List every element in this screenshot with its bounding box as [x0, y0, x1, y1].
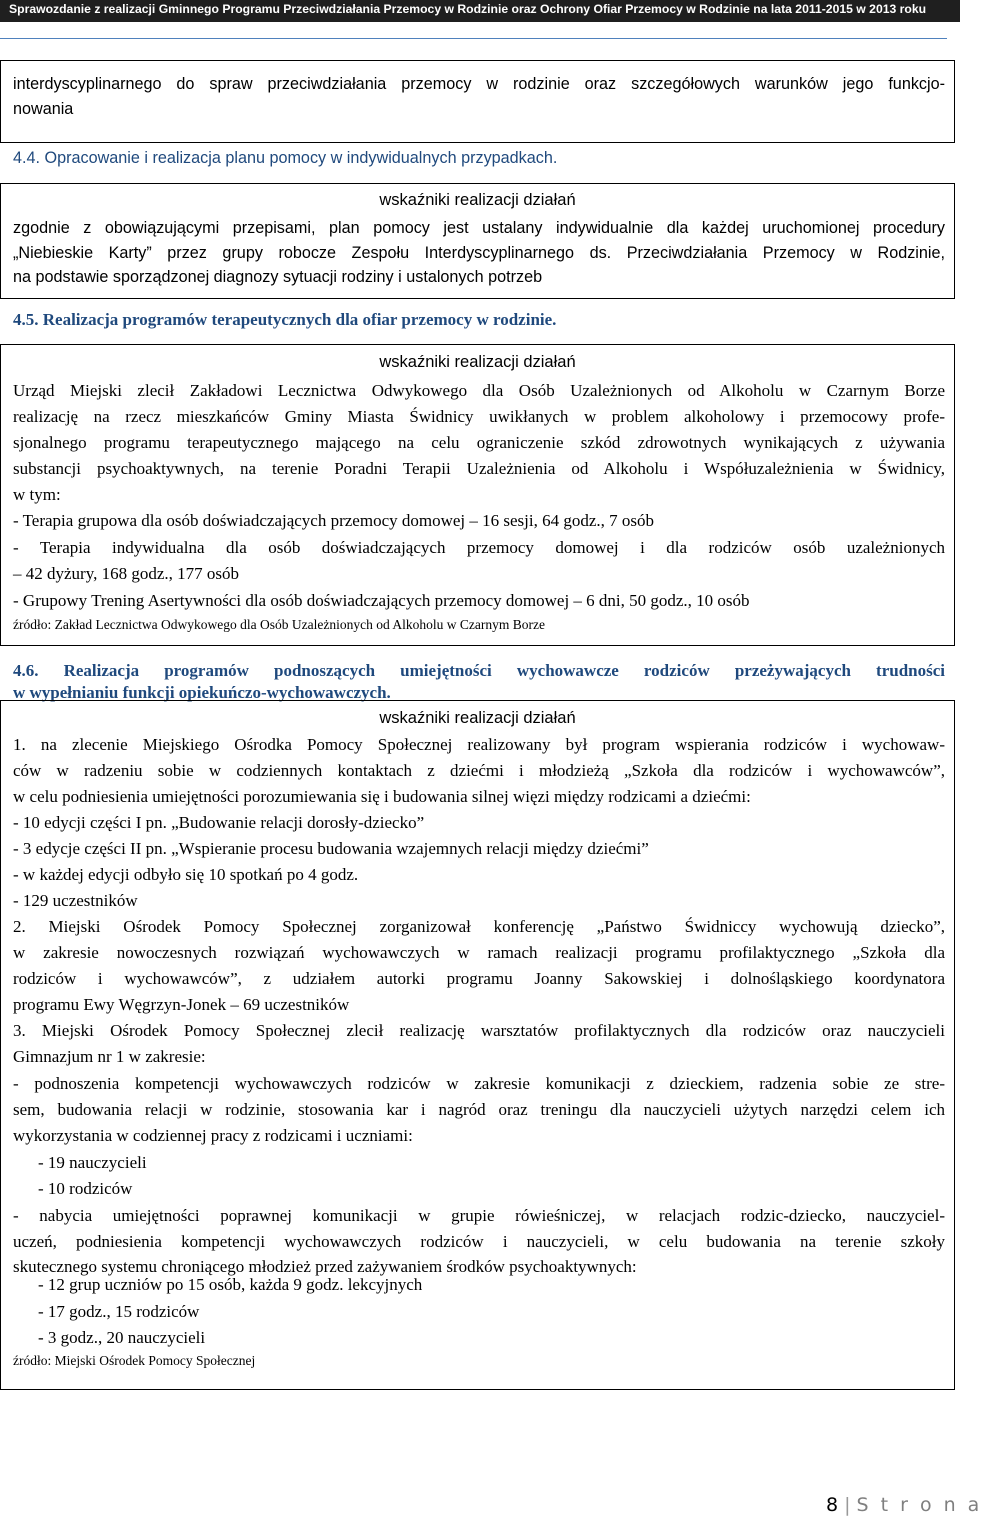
section-4-6-line-7: - 129 uczestników	[13, 891, 138, 910]
page-footer	[826, 1494, 982, 1516]
box1-line-1: interdyscyplinarnego do spraw przeciwdziałania przemocy w rodzinie oraz szczegółowych warunków jego funkcjo-	[13, 75, 945, 93]
section-4-6-heading-2: w wypełnianiu funkcji opiekuńczo-wychowawczych.	[13, 683, 391, 702]
section-4-6-line-17: - 19 nauczycieli	[38, 1153, 147, 1172]
page-label: S t r o n a	[856, 1494, 982, 1516]
section-4-6-line-4: - 10 edycji części I pn. „Budowanie relacji dorosły-dziecko”	[13, 813, 425, 832]
section-4-5-line-5: w tym:	[13, 485, 61, 504]
section-4-6-line-13: Gimnazjum nr 1 w zakresie:	[13, 1047, 206, 1066]
section-4-6-line-11: programu Ewy Węgrzyn-Jonek – 69 uczestników	[13, 995, 350, 1014]
box1-line-2: nowania	[13, 100, 74, 118]
section-4-4-heading: 4.4. Opracowanie i realizacja planu pomocy w indywidualnych przypadkach.	[13, 149, 558, 167]
section-4-6-line-1: 1. na zlecenie Miejskiego Ośrodka Pomocy Społecznej realizowany był program wspierania rodziców i wychowaw-	[13, 735, 945, 754]
section-4-6-line-14: - podnoszenia kompetencji wychowawczych rodziców w zakresie komunikacji z dzieckiem, radzenia sobie ze stre-	[13, 1074, 945, 1093]
section-4-5-line-3: sjonalnego programu terapeutycznego mającego na celu ograniczenie szkód zdrowotnych wynikających z używania	[13, 433, 945, 452]
section-4-5-line-1: Urząd Miejski zlecił Zakładowi Lecznictwa Odwykowego dla Osób Uzależnionych od Alkoholu w Czarnym Borze	[13, 381, 945, 400]
section-4-6-line-10: rodziców i wychowawców”, z udziałem autorki programu Joanny Sakowskiej i dolnośląskiego koordynatora	[13, 969, 945, 988]
section-4-5-line-4: substancji psychoaktywnych, na terenie Poradni Terapii Uzależnienia od Alkoholu i Współuzależnienia w Świdnicy,	[13, 459, 945, 478]
section-4-6-line-23: - 17 godz., 15 rodziców	[38, 1302, 200, 1321]
section-4-6-line-19: - nabycia umiejętności poprawnej komunikacji w grupie rówieśniczej, w relacjach rodzic-dziecko, nauczyciel-	[13, 1206, 945, 1225]
section-4-5-indicator: wskaźniki realizacji działań	[379, 353, 576, 371]
section-4-6-line-8: 2. Miejski Ośrodek Pomocy Społecznej zorganizował konferencję „Państwo Świdniccy wychowują dziecko”,	[13, 917, 945, 936]
section-4-6-line-2: ców w radzeniu sobie w codziennych kontaktach z dziećmi i młodzieżą „Szkoła dla rodziców i wychowawców”,	[13, 761, 945, 780]
section-4-6-heading-1: 4.6. Realizacja programów podnoszących umiejętności wychowawcze rodziców przeżywających trudności	[13, 661, 945, 680]
page-number: 8	[826, 1494, 839, 1516]
page-header-title: Sprawozdanie z realizacji Gminnego Programu Przeciwdziałania Przemocy w Rodzinie oraz Ochrony Ofiar Przemocy w Rodzinie na lata 2011-2015 w 2013 roku	[9, 2, 927, 16]
section-4-5-source: źródło: Zakład Lecznictwa Odwykowego dla Osób Uzależnionych od Alkoholu w Czarnym Borze	[13, 617, 545, 632]
section-4-6-line-24: - 3 godz., 20 nauczycieli	[38, 1328, 206, 1347]
section-4-6-line-20: uczeń, podniesienia kompetencji wychowawczych rodziców i nauczycieli, w celu budowania na terenie szkoły	[13, 1232, 945, 1251]
section-4-5-line-9: - Grupowy Trening Asertywności dla osób doświadczających przemocy domowej – 6 dni, 50 godz., 10 osób	[13, 591, 750, 610]
section-4-5-line-8: – 42 dyżury, 168 godz., 177 osób	[13, 564, 240, 583]
page-header	[0, 0, 960, 22]
section-4-6-line-18: - 10 rodziców	[38, 1179, 133, 1198]
section-4-4-line-1: zgodnie z obowiązującymi przepisami, plan pomocy jest ustalany indywidualnie dla każdej uruchomionej procedury	[13, 219, 945, 237]
section-4-4-indicator: wskaźniki realizacji działań	[379, 191, 576, 209]
section-4-6-line-22: - 12 grup uczniów po 15 osób, każda 9 godz. lekcyjnych	[38, 1275, 423, 1294]
section-4-5-heading: 4.5. Realizacja programów terapeutycznych dla ofiar przemocy w rodzinie.	[13, 310, 557, 329]
section-4-6-line-5: - 3 edycje części II pn. „Wspieranie procesu budowania wzajemnych relacji między dziećmi”	[13, 839, 649, 858]
section-4-4-line-3: na podstawie sporządzonej diagnozy sytuacji rodziny i ustalonych potrzeb	[13, 268, 543, 286]
section-4-6-line-16: wykorzystania w codziennej pracy z rodzicami i uczniami:	[13, 1126, 413, 1145]
section-4-6-line-6: - w każdej edycji odbyło się 10 spotkań po 4 godz.	[13, 865, 359, 884]
section-4-6-line-21: skutecznego systemu chroniącego młodzież przed zażywaniem środków psychoaktywnych:	[13, 1257, 637, 1276]
section-4-6-line-9: w zakresie nowoczesnych rozwiązań wychowawczych w ramach realizacji programu profilaktycznego „Szkoła dla	[13, 943, 945, 962]
section-4-4-line-2: „Niebieskie Karty” przez grupy robocze Zespołu Interdyscyplinarnego ds. Przeciwdziałania Przemocy w Rodzinie,	[13, 244, 945, 262]
section-4-6-line-15: sem, budowania relacji w rodzinie, stosowania kar i nagród oraz treningu dla nauczycieli użytych narzędzi celem ich	[13, 1100, 945, 1119]
section-4-6-source: źródło: Miejski Ośrodek Pomocy Społecznej	[13, 1353, 256, 1368]
footer-separator: |	[844, 1494, 851, 1516]
header-rule	[0, 38, 947, 39]
section-4-5-line-2: realizację na rzecz mieszkańców Gminy Miasta Świdnicy uwikłanych w problem alkoholowy i przemocowy profe-	[13, 407, 945, 426]
section-4-6-line-3: w celu podniesienia umiejętności porozumiewania się i budowania silnej więzi między rodzicami a dziećmi:	[13, 787, 751, 806]
section-4-6-indicator: wskaźniki realizacji działań	[379, 709, 576, 727]
section-4-6-line-12: 3. Miejski Ośrodek Pomocy Społecznej zlecił realizację warsztatów profilaktycznych dla rodziców oraz nauczycieli	[13, 1021, 945, 1040]
section-4-5-line-7: - Terapia indywidualna dla osób doświadczających przemocy domowej i dla rodziców osób uzależnionych	[13, 538, 945, 557]
section-4-5-line-6: - Terapia grupowa dla osób doświadczających przemocy domowej – 16 sesji, 64 godz., 7 osób	[13, 511, 655, 530]
